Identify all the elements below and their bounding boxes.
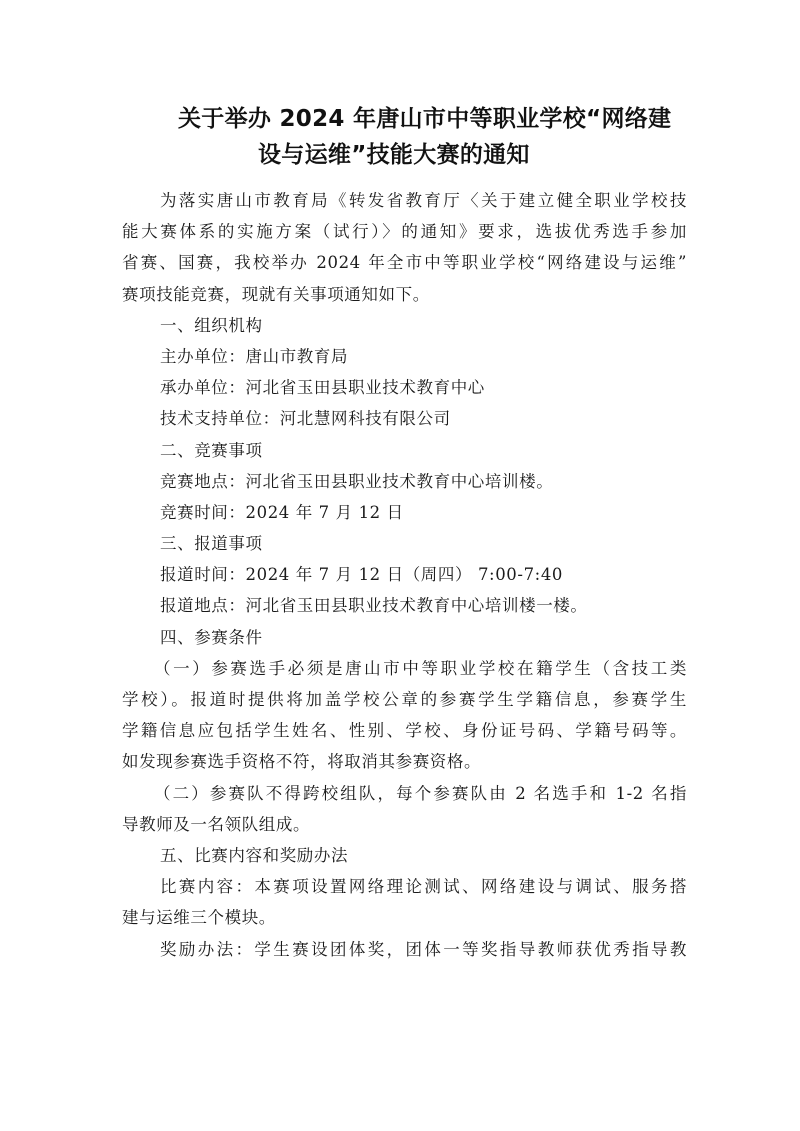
paragraph-line: 报道地点：河北省玉田县职业技术教育中心培训楼一楼。 [160, 596, 588, 616]
paragraph-line: 建与运维三个模块。 [122, 908, 276, 928]
paragraph-line: 报道时间：2024 年 7 月 12 日（周四） 7:00-7:40 [160, 565, 564, 585]
paragraph-line: 主办单位：唐山市教育局 [160, 346, 349, 366]
document-title-line-1: 关于举办 2024 年唐山市中等职业学校“网络建 [178, 106, 672, 132]
section-heading: 五、比赛内容和奖励办法 [160, 845, 349, 865]
paragraph-line: 省赛、国赛，我校举办 2024 年全市中等职业学校“网络建设与运维” [122, 253, 687, 273]
section-heading: 一、组织机构 [160, 315, 263, 335]
paragraph-line: 如发现参赛选手资格不符，将取消其参赛资格。 [122, 752, 482, 772]
paragraph-line: 竞赛地点：河北省玉田县职业技术教育中心培训楼。 [160, 471, 554, 491]
paragraph-line: 导教师及一名领队组成。 [122, 814, 311, 834]
paragraph-line: 学校）。报道时提供将加盖学校公章的参赛学生学籍信息，参赛学生 [122, 690, 687, 709]
document-body [122, 185, 687, 965]
paragraph-line: （一）参赛选手必须是唐山市中等职业学校在籍学生（含技工类 [154, 658, 687, 678]
paragraph-line: 奖励办法：学生赛设团体奖，团体一等奖指导教师获优秀指导教 [160, 939, 687, 959]
document-title-line-2: 设与运维”技能大赛的通知 [258, 142, 530, 168]
section-heading: 四、参赛条件 [160, 627, 263, 647]
paragraph-line: 技术支持单位：河北慧网科技有限公司 [160, 409, 451, 429]
paragraph-line: 学籍信息应包括学生姓名、性别、学校、身份证号码、学籍号码等。 [122, 721, 687, 741]
paragraph-line: 赛项技能竞赛，现就有关事项通知如下。 [122, 284, 430, 304]
paragraph-line: （二）参赛队不得跨校组队，每个参赛队由 2 名选手和 1-2 名指 [154, 783, 687, 803]
paragraph-line: 竞赛时间：2024 年 7 月 12 日 [160, 502, 404, 522]
paragraph-line: 承办单位：河北省玉田县职业技术教育中心 [160, 378, 485, 398]
paragraph-line: 比赛内容：本赛项设置网络理论测试、网络建设与调试、服务搭 [160, 877, 687, 897]
paragraph-line: 能大赛体系的实施方案（试行）〉的通知》要求，选拔优秀选手参加 [122, 222, 687, 242]
section-heading: 三、报道事项 [160, 534, 263, 554]
section-heading: 二、竞赛事项 [160, 440, 263, 460]
paragraph-line: 为落实唐山市教育局《转发省教育厅〈关于建立健全职业学校技 [160, 191, 687, 210]
